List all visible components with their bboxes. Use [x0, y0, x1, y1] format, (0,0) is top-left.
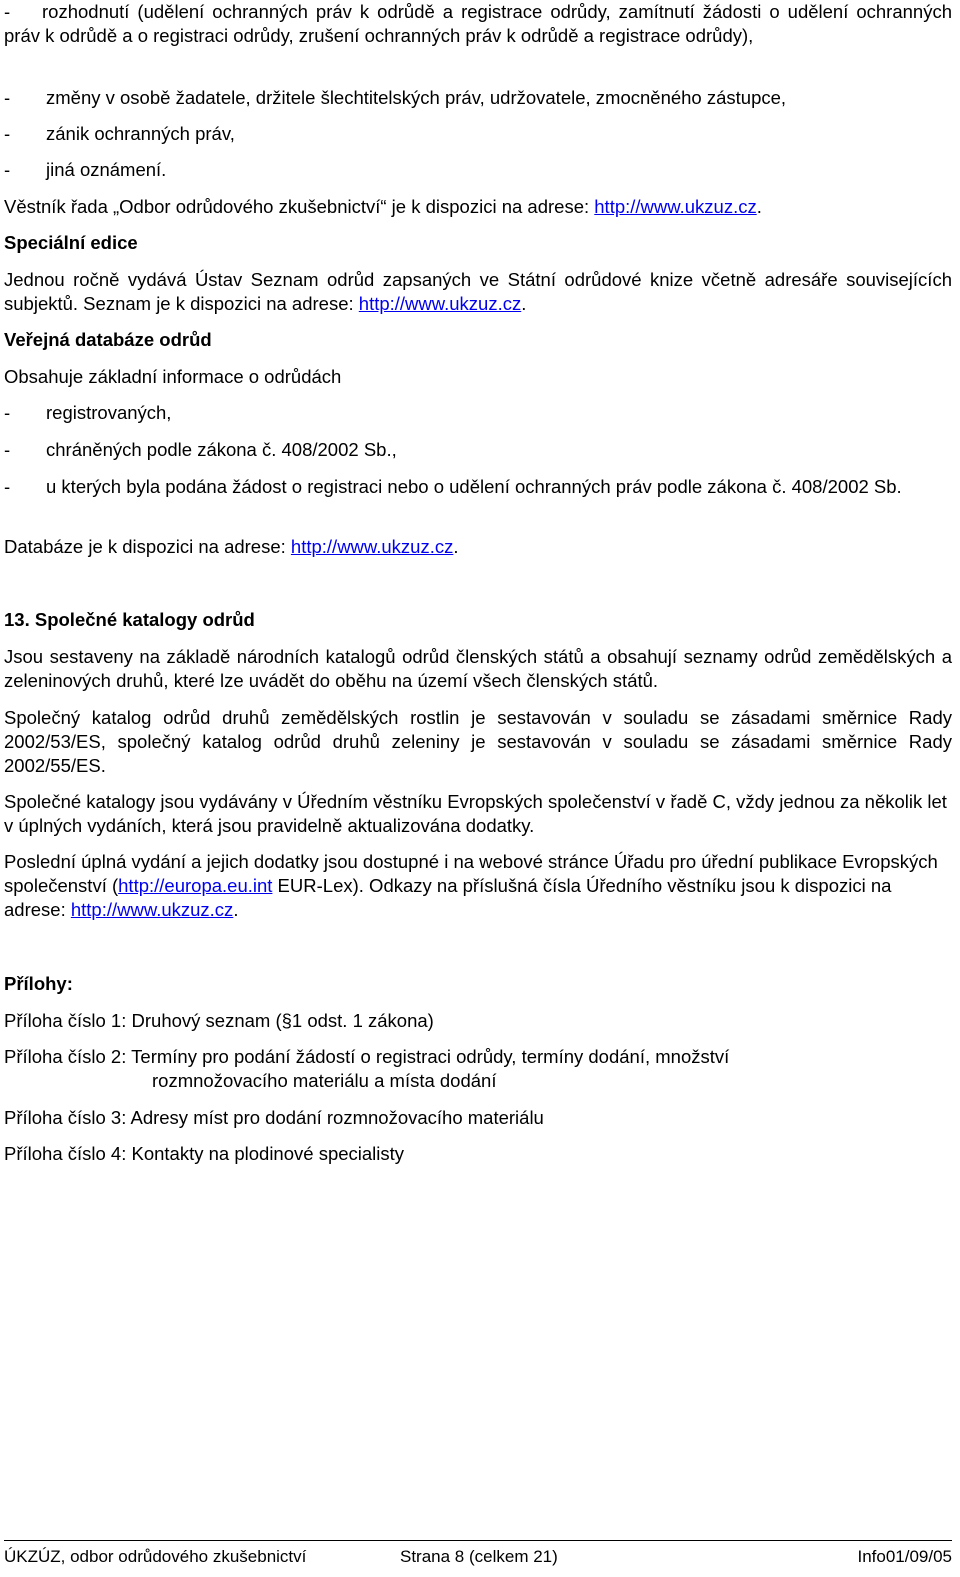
- p4-text-b: EUR-Lex). Odkazy na příslušná čísla Úředního věstníku jsou k dispozici na adrese:: [4, 875, 892, 920]
- appendix-item-3: Příloha číslo 3: Adresy míst pro dodání rozmnožovacího materiálu: [4, 1107, 544, 1128]
- database-tail: .: [453, 536, 459, 557]
- list-item: [4, 401, 952, 425]
- vestnik-text: Věstník řada „Odbor odrůdového zkušebnictví“ je k dispozici na adrese:: [4, 196, 595, 217]
- section-13-number: 13.: [4, 609, 30, 630]
- footer-divider: [4, 1540, 952, 1541]
- section-13-paragraph-1: Jsou sestaveny na základě národních katalogů odrůd členských států a obsahují seznamy odrůd zemědělských a zeleninových druhů, které lze uvádět do oběhu na území všech členských států.: [4, 646, 952, 691]
- list-dash: -: [4, 1, 11, 22]
- list-dash: -: [4, 159, 11, 180]
- special-link[interactable]: http://www.ukzuz.cz: [358, 293, 522, 314]
- list-item-text: chráněných podle zákona č. 408/2002 Sb.,: [46, 439, 397, 460]
- special-tail: .: [521, 293, 527, 314]
- footer-left: ÚKZÚZ, odbor odrůdového zkušebnictví: [4, 1547, 307, 1566]
- special-heading: Speciální edice: [4, 232, 138, 253]
- list-dash: -: [4, 476, 11, 497]
- special-text: Jednou ročně vydává Ústav Seznam odrůd zapsaných ve Státní odrůdové knize včetně adresáře souvisejících subjektů. Seznam je k dispozici na adrese:: [4, 269, 952, 314]
- database-link[interactable]: http://www.ukzuz.cz: [290, 536, 454, 557]
- section-13-paragraph-2: Společný katalog odrůd druhů zemědělských rostlin je sestavován v souladu se zásadami směrnice Rady 2002/53/ES, společný katalog odrůd druhů zeleniny je sestavován v souladu se zásadami směrnice Rady 2002/55/ES.: [4, 707, 952, 776]
- list-dash: -: [4, 87, 11, 108]
- appendix-item-2-continuation: rozmnožovacího materiálu a místa dodání: [152, 1070, 497, 1091]
- section-13-paragraph-4: [4, 850, 952, 922]
- vestnik-tail: .: [756, 196, 762, 217]
- appendices-heading: Přílohy:: [4, 973, 73, 994]
- section-13-heading: [4, 608, 952, 632]
- section-13-paragraph-3: Společné katalogy jsou vydávány v Úředním věstníku Evropských společenství v řadě C, vždy jednou za několik let v úplných vydáních, která jsou pravidelně aktualizována dodatky.: [4, 791, 947, 836]
- page-footer: [4, 1545, 952, 1569]
- list-item-text: zánik ochranných práv,: [46, 123, 235, 144]
- database-heading: Veřejná databáze odrůd: [4, 329, 212, 350]
- list-item: [4, 122, 952, 146]
- list-item-text: jiná oznámení.: [46, 159, 167, 180]
- list-item: [4, 86, 952, 110]
- footer-right: Info01/09/05: [857, 1547, 952, 1566]
- appendix-item-1: Příloha číslo 1: Druhový seznam (§1 odst. 1 zákona): [4, 1010, 434, 1031]
- list-item: [4, 158, 952, 182]
- list-item: [4, 475, 952, 499]
- appendix-item-2: Příloha číslo 2: Termíny pro podání žádostí o registraci odrůdy, termíny dodání, množství: [4, 1046, 730, 1067]
- list-dash: -: [4, 123, 11, 144]
- list-item-text: změny v osobě žadatele, držitele šlechtitelských práv, udržovatele, zmocněného zástupce,: [46, 87, 787, 108]
- footer-page-number: Strana 8 (celkem 21): [400, 1547, 558, 1566]
- database-availability-text: Databáze je k dispozici na adrese:: [4, 536, 291, 557]
- database-intro: Obsahuje základní informace o odrůdách: [4, 366, 342, 387]
- vestnik-paragraph: [4, 195, 952, 219]
- list-item-text: registrovaných,: [46, 402, 172, 423]
- list-item: [4, 0, 952, 48]
- list-item: [4, 438, 952, 462]
- vestnik-link[interactable]: http://www.ukzuz.cz: [594, 196, 757, 217]
- database-availability: [4, 535, 952, 559]
- p4-text-a: Poslední úplná vydání a jejich dodatky jsou dostupné i na webové stránce Úřadu pro úřední publikace Evropských společenství (: [4, 851, 938, 896]
- list-item-text: rozhodnutí (udělení ochranných práv k odrůdě a registrace odrůdy, zamítnutí žádosti o udělení ochranných práv k odrůdě a o registraci odrůdy, zrušení ochranných práv k odrůdě a registrace odrůdy),: [4, 1, 952, 46]
- list-item-text: u kterých byla podána žádost o registraci nebo o udělení ochranných práv podle zákona č. 408/2002 Sb.: [46, 476, 902, 497]
- list-dash: -: [4, 439, 11, 460]
- p4-tail: .: [233, 899, 239, 920]
- special-paragraph: [4, 268, 952, 316]
- appendix-item-4: Příloha číslo 4: Kontakty na plodinové specialisty: [4, 1143, 405, 1164]
- europa-link[interactable]: http://europa.eu.int: [118, 875, 273, 896]
- section-13-title: Společné katalogy odrůd: [34, 609, 255, 630]
- ukzuz-link[interactable]: http://www.ukzuz.cz: [70, 899, 234, 920]
- list-dash: -: [4, 402, 11, 423]
